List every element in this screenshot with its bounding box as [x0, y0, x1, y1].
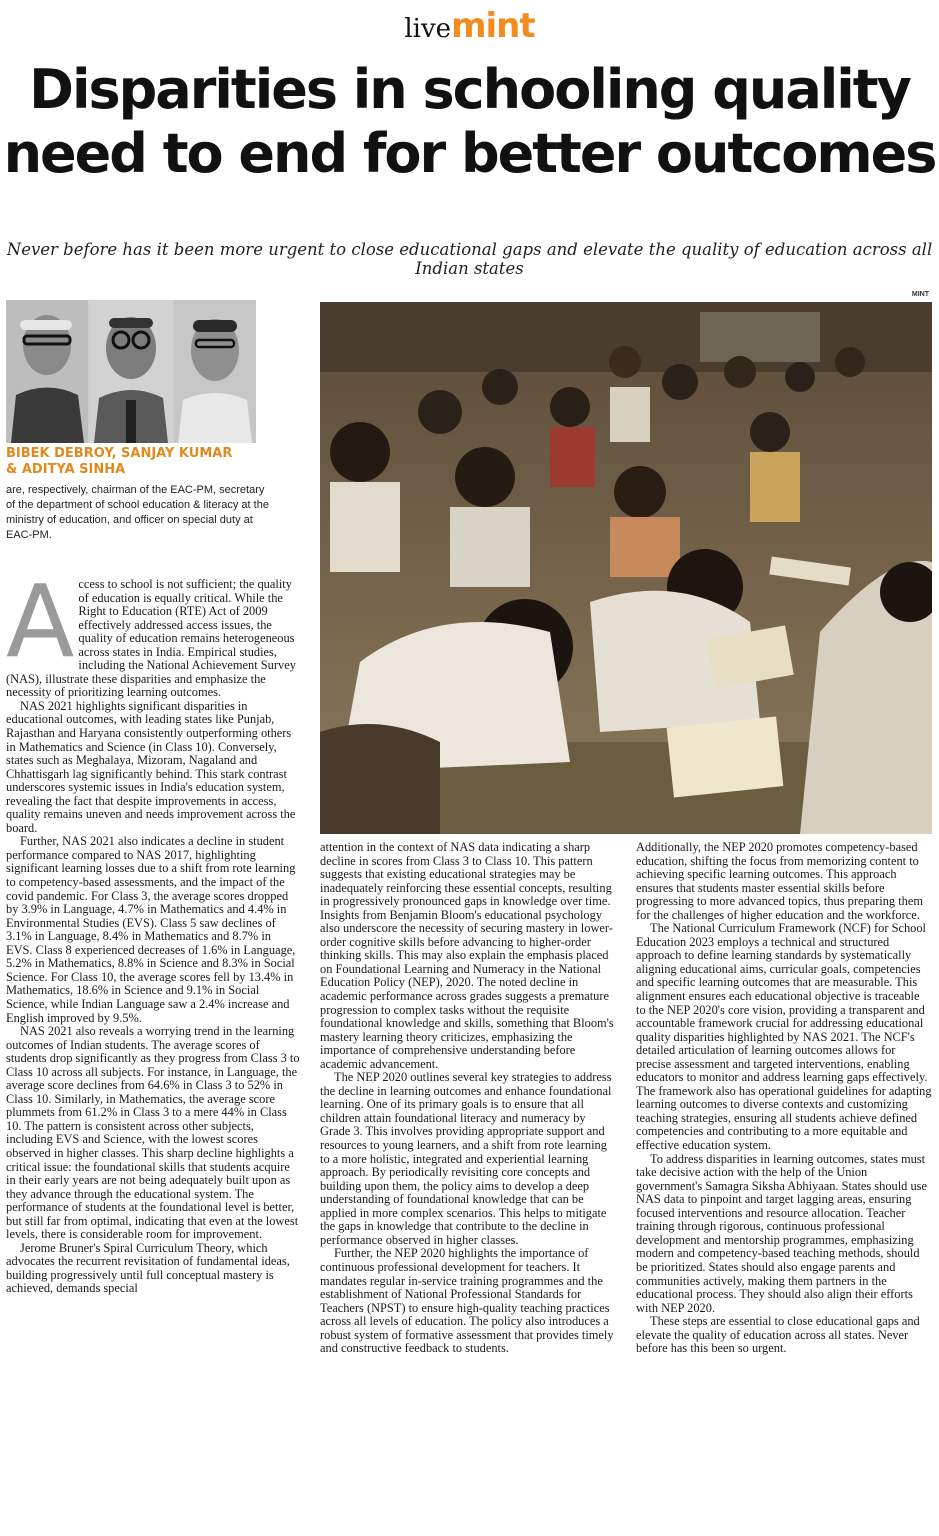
paragraph: attention in the context of NAS data indicating a sharp decline in scores from Class 3 to Class 10. This pattern suggests that existing educational strategies may be inadequately reinforcing these essential concepts, resulting in progressively pronounced gaps in knowledge over time. Insights from Benjamin Bloom's educational psychology also underscore the necessity of securing mastery in lower-order cognitive skills before advancing to higher-order thinking skills. This may also explain the emphasis placed on Foundational Learning and Numeracy in the National Education Policy (NEP), 2020. The noted decline in academic performance across grades suggests a premature progression to complex tasks without the requisite foundational knowledge and skills, something that Bloom's mastery learning theory criticizes, emphasizing the importance of comprehensive understanding before academic advancement.: [320, 840, 614, 1071]
author-names-line1: BIBEK DEBROY, SANJAY KUMAR: [6, 446, 233, 461]
article-column-2: [320, 841, 616, 1356]
author-description: are, respectively, chairman of the EAC-PM, secretary of the department of school education & literacy at the ministry of education, and officer on special duty at EAC-PM.: [6, 484, 269, 541]
photo-credit: MINT: [911, 291, 929, 298]
paragraph: These steps are essential to close educational gaps and elevate the quality of education across all states. Never before has this been so urgent.: [636, 1314, 920, 1356]
authors-photo: [6, 300, 256, 443]
headline-line2: need to end for better outcomes: [3, 122, 936, 185]
deck-subheading: Never before has it been more urgent to close educational gaps and elevate the quality of education across all Indian states: [6, 240, 933, 278]
headline-line1: Disparities in schooling quality: [29, 58, 910, 121]
headline: [0, 58, 939, 186]
paragraph: The NEP 2020 outlines several key strategies to address the decline in learning outcomes and enhance foundational learning. One of its primary goals is to ensure that all children attain foundational literacy and numeracy by Grade 3. This involves providing appropriate support and resources to young learners, and a shift from rote learning to a more holistic, integrated and experiential learning approach. By periodically revisiting core concepts and building upon them, the policy aims to develop a deep understanding of foundational knowledge that can be applied in more complex scenarios. This helps to mitigate the gaps in knowledge that contribute to the decline in performance observed in higher classes.: [320, 1070, 612, 1247]
paragraph: Additionally, the NEP 2020 promotes competency-based education, shifting the focus from memorizing content to achieving specific learning outcomes. This approach ensures that students master essential skills before progressing to more advanced topics, thus preparing them for the challenges of higher education and the workforce.: [636, 840, 923, 922]
masthead-logo: [0, 6, 939, 46]
paragraph: NAS 2021 also reveals a worrying trend in the learning outcomes of Indian students. The average scores of students drop significantly as they progress from Class 3 to Class 10 across all subjects. For instance, in Language, the average score declines from 64.6% in Class 3 to 52% in Class 10. Similarly, in Mathematics, the average score plummets from 61.2% in Class 3 to a mere 44% in Class 10. The pattern is consistent across other subjects, including EVS and Science, with the lowest scores observed in higher classes. This sharp decline highlights a critical issue: the foundational skills that students acquire in their early years are not being adequately built upon as they advance through the educational system. The performance of students at the foundational level is better, but still far from optimal, indicating that even at the lowest levels, there is considerable room for improvement.: [6, 1024, 300, 1242]
paragraph: To address disparities in learning outcomes, states must take decisive action with the help of the Union government's Samagra Siksha Abhiyaan. States should use NAS data to pinpoint and target lagging areas, ensuring focused interventions and resource allocation. Teacher training through rigorous, continuous professional development and mentorship programmes, emphasizing modern and competency-based teaching methods, should be prioritized. States should also engage parents and communities actively, making them partners in the educational process. They should also align their efforts with NEP 2020.: [636, 1151, 927, 1315]
article-column-3: [636, 841, 932, 1356]
paragraph: Further, the NEP 2020 highlights the importance of continuous professional development for teachers. It mandates regular in-service training programmes and the establishment of National Professional Standards for Teachers (NPST) to ensure high-quality teaching practices across all levels of education. The policy also introduces a robust system of formative assessment that provides timely and constructive feedback to students.: [320, 1246, 614, 1356]
paragraph: The National Curriculum Framework (NCF) for School Education 2023 employs a technical and structured approach to define learning standards by systematically aligning educational aims, curricular goals, competencies and specific learning outcomes that are measurable. This alignment ensures each educational objective is traceable to the NEP 2020's core vision, providing a transparent and accountable framework crucial for addressing educational quality disparities highlighted by NAS 2021. The NCF's detailed articulation of learning outcomes allows for precise assessment and targeted interventions, enabling educators to monitor and address learning gaps effectively. The framework also has operational guidelines for adapting learning outcomes to diverse contexts and customizing teaching strategies, ensuring all students achieve defined competencies and contributing to a more equitable and effective education system.: [636, 921, 932, 1153]
paragraph: NAS 2021 highlights significant disparities in educational outcomes, with leading states like Punjab, Rajasthan and Haryana consistently outperforming others in Mathematics and Science (in Class 10). Conversely, states such as Meghalaya, Mizoram, Nagaland and Chhattisgarh lag significantly behind. This stark contrast underscores systemic issues in India's education system, revealing the fact that despite improvements in access, quality remains uneven and needs improvement across the board.: [6, 698, 296, 835]
logo-live: live: [404, 14, 452, 44]
article-column-1: [6, 563, 300, 1296]
drop-cap: A: [6, 563, 75, 680]
author-names-line2: & ADITYA SINHA: [6, 462, 126, 477]
logo-mint: mint: [451, 6, 535, 46]
classroom-photo: [320, 302, 932, 834]
paragraph: Further, NAS 2021 also indicates a decline in student performance compared to NAS 2017, highlighting significant learning losses due to a shift from rote learning to competency-based assessments, and the impact of the covid pandemic. For Class 3, the average scores dropped by 3.9% in Language, 4.7% in Mathematics and 4.4% in Environmental Studies (EVS). Class 5 saw declines of 3.1% in Language, 8.4% in Mathematics and 8.7% in EVS. Class 8 experienced decreases of 1.6% in Language, 5.2% in Mathematics, 8.8% in Science and 8.3% in Social Science. For Class 10, the average scores fell by 13.4% in Mathematics, 18.6% in Science and 9.1% in Social Science, while Indian Language saw a 2.4% increase and English improved by 9.5%.: [6, 834, 296, 1025]
paragraph: Jerome Bruner's Spiral Curriculum Theory, which advocates the recurrent revisitation of fundamental ideas, building progressively until full conceptual mastery is achieved, demands special: [6, 1240, 290, 1296]
author-names: [6, 446, 266, 478]
paragraph: ccess to school is not sufficient; the quality of education is equally critical. While the Right to Education (RTE) Act of 2009 effectively addressed access issues, the quality of education remains heterogeneous across states in India. Empirical studies, including the National Achievement Survey (NAS), illustrate these disparities and emphasize the necessity of prioritizing learning outcomes.: [6, 577, 296, 700]
